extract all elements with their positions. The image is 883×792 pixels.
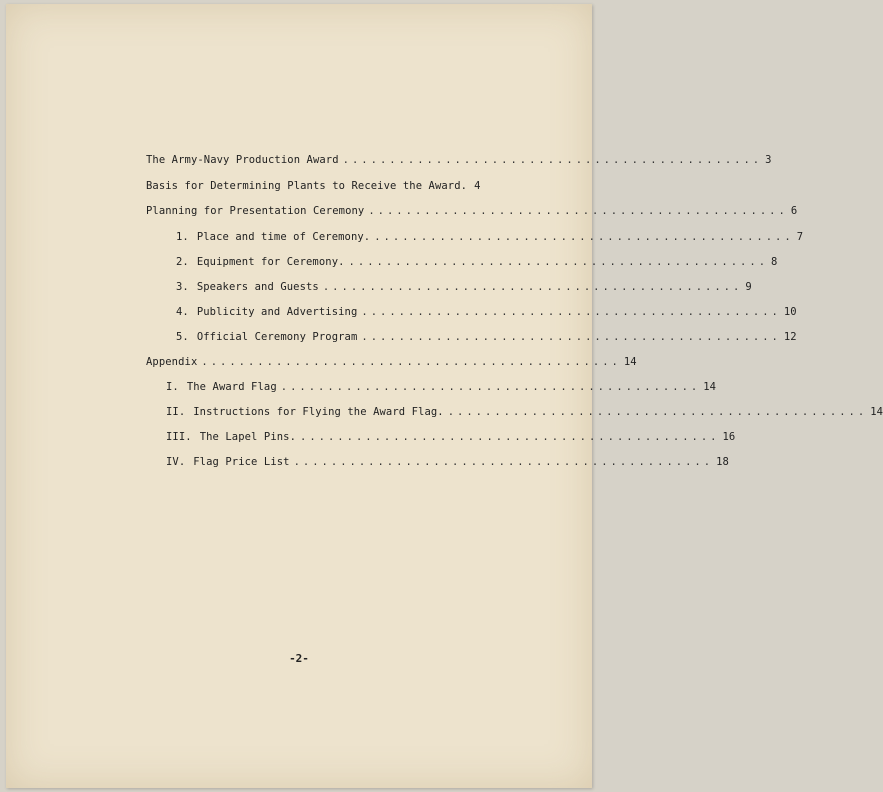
toc-entry-title: Instructions for Flying the Award Flag. (193, 406, 444, 418)
toc-entry (176, 231, 804, 243)
toc-leader-dots: ............................................. (300, 431, 720, 443)
toc-entry-title: Speakers and Guests (196, 281, 319, 293)
toc-entry (176, 256, 778, 268)
toc-leader-dots: ............................................. (280, 381, 701, 393)
toc-entry-title: Basis for Determining Plants to Receive the Award. (146, 180, 468, 192)
toc-leader-dots: ............................................. (322, 281, 743, 293)
toc-entry-page: 6 (790, 205, 798, 217)
toc-entry-page: 10 (783, 306, 797, 318)
toc-entry-number: 2. (176, 256, 189, 268)
toc-entry-page: 14 (870, 406, 883, 418)
toc-entry (176, 331, 797, 343)
toc-entry (146, 180, 481, 192)
toc-entry-title: Flag Price List (193, 456, 290, 468)
table-of-contents (6, 4, 883, 788)
toc-entry-number: III. (166, 431, 192, 443)
toc-entry (146, 356, 637, 368)
toc-entry (166, 381, 717, 393)
toc-entry-number: II. (166, 406, 186, 418)
toc-entry (166, 431, 736, 443)
toc-entry-page: 18 (716, 456, 729, 468)
toc-entry-title: The Lapel Pins. (199, 431, 297, 443)
toc-leader-dots: ............................................. (361, 331, 781, 343)
toc-entry-number: I. (166, 381, 179, 393)
toc-entry-page: 8 (771, 256, 778, 268)
toc-entry-page: 4 (474, 180, 481, 192)
toc-leader-dots: ............................................. (348, 256, 769, 268)
toc-entry (176, 306, 797, 318)
toc-entry-number: 5. (176, 331, 189, 343)
toc-leader-dots: ............................................. (293, 456, 714, 468)
document-page (6, 4, 883, 788)
toc-entry-title: Place and time of Ceremony. (196, 231, 371, 243)
toc-leader-dots: ............................................. (342, 154, 763, 166)
toc-entry-page: 14 (623, 356, 637, 368)
toc-leader-dots: ............................................. (201, 356, 621, 368)
toc-leader-dots: ............................................. (368, 205, 788, 217)
toc-entry (146, 154, 772, 166)
toc-leader-dots: ............................................. (447, 406, 868, 418)
toc-entry-title: Appendix (146, 356, 198, 368)
toc-leader-dots: ............................................. (374, 231, 794, 243)
toc-leader-dots: ............................................. (361, 306, 781, 318)
toc-entry-page: 7 (796, 231, 804, 243)
toc-entry-number: 3. (176, 281, 189, 293)
toc-entry (146, 205, 798, 217)
toc-entry-title: Planning for Presentation Ceremony (146, 205, 365, 217)
toc-entry-title: Publicity and Advertising (196, 306, 358, 318)
toc-entry-title: The Award Flag (186, 381, 277, 393)
toc-entry-title: The Army-Navy Production Award (146, 154, 339, 166)
toc-entry-page: 12 (783, 331, 797, 343)
toc-entry (166, 406, 883, 418)
toc-entry-page: 9 (745, 281, 752, 293)
toc-entry-title: Equipment for Ceremony. (196, 256, 345, 268)
toc-entry-page: 16 (722, 431, 736, 443)
toc-entry (176, 281, 752, 293)
toc-entry-number: 1. (176, 231, 189, 243)
toc-entry-page: 3 (765, 154, 772, 166)
toc-entry-page: 14 (703, 381, 717, 393)
toc-entry-number: IV. (166, 456, 186, 468)
page-number: -2- (289, 652, 309, 665)
toc-entry (166, 456, 729, 468)
toc-entry-number: 4. (176, 306, 189, 318)
toc-entry-title: Official Ceremony Program (196, 331, 358, 343)
